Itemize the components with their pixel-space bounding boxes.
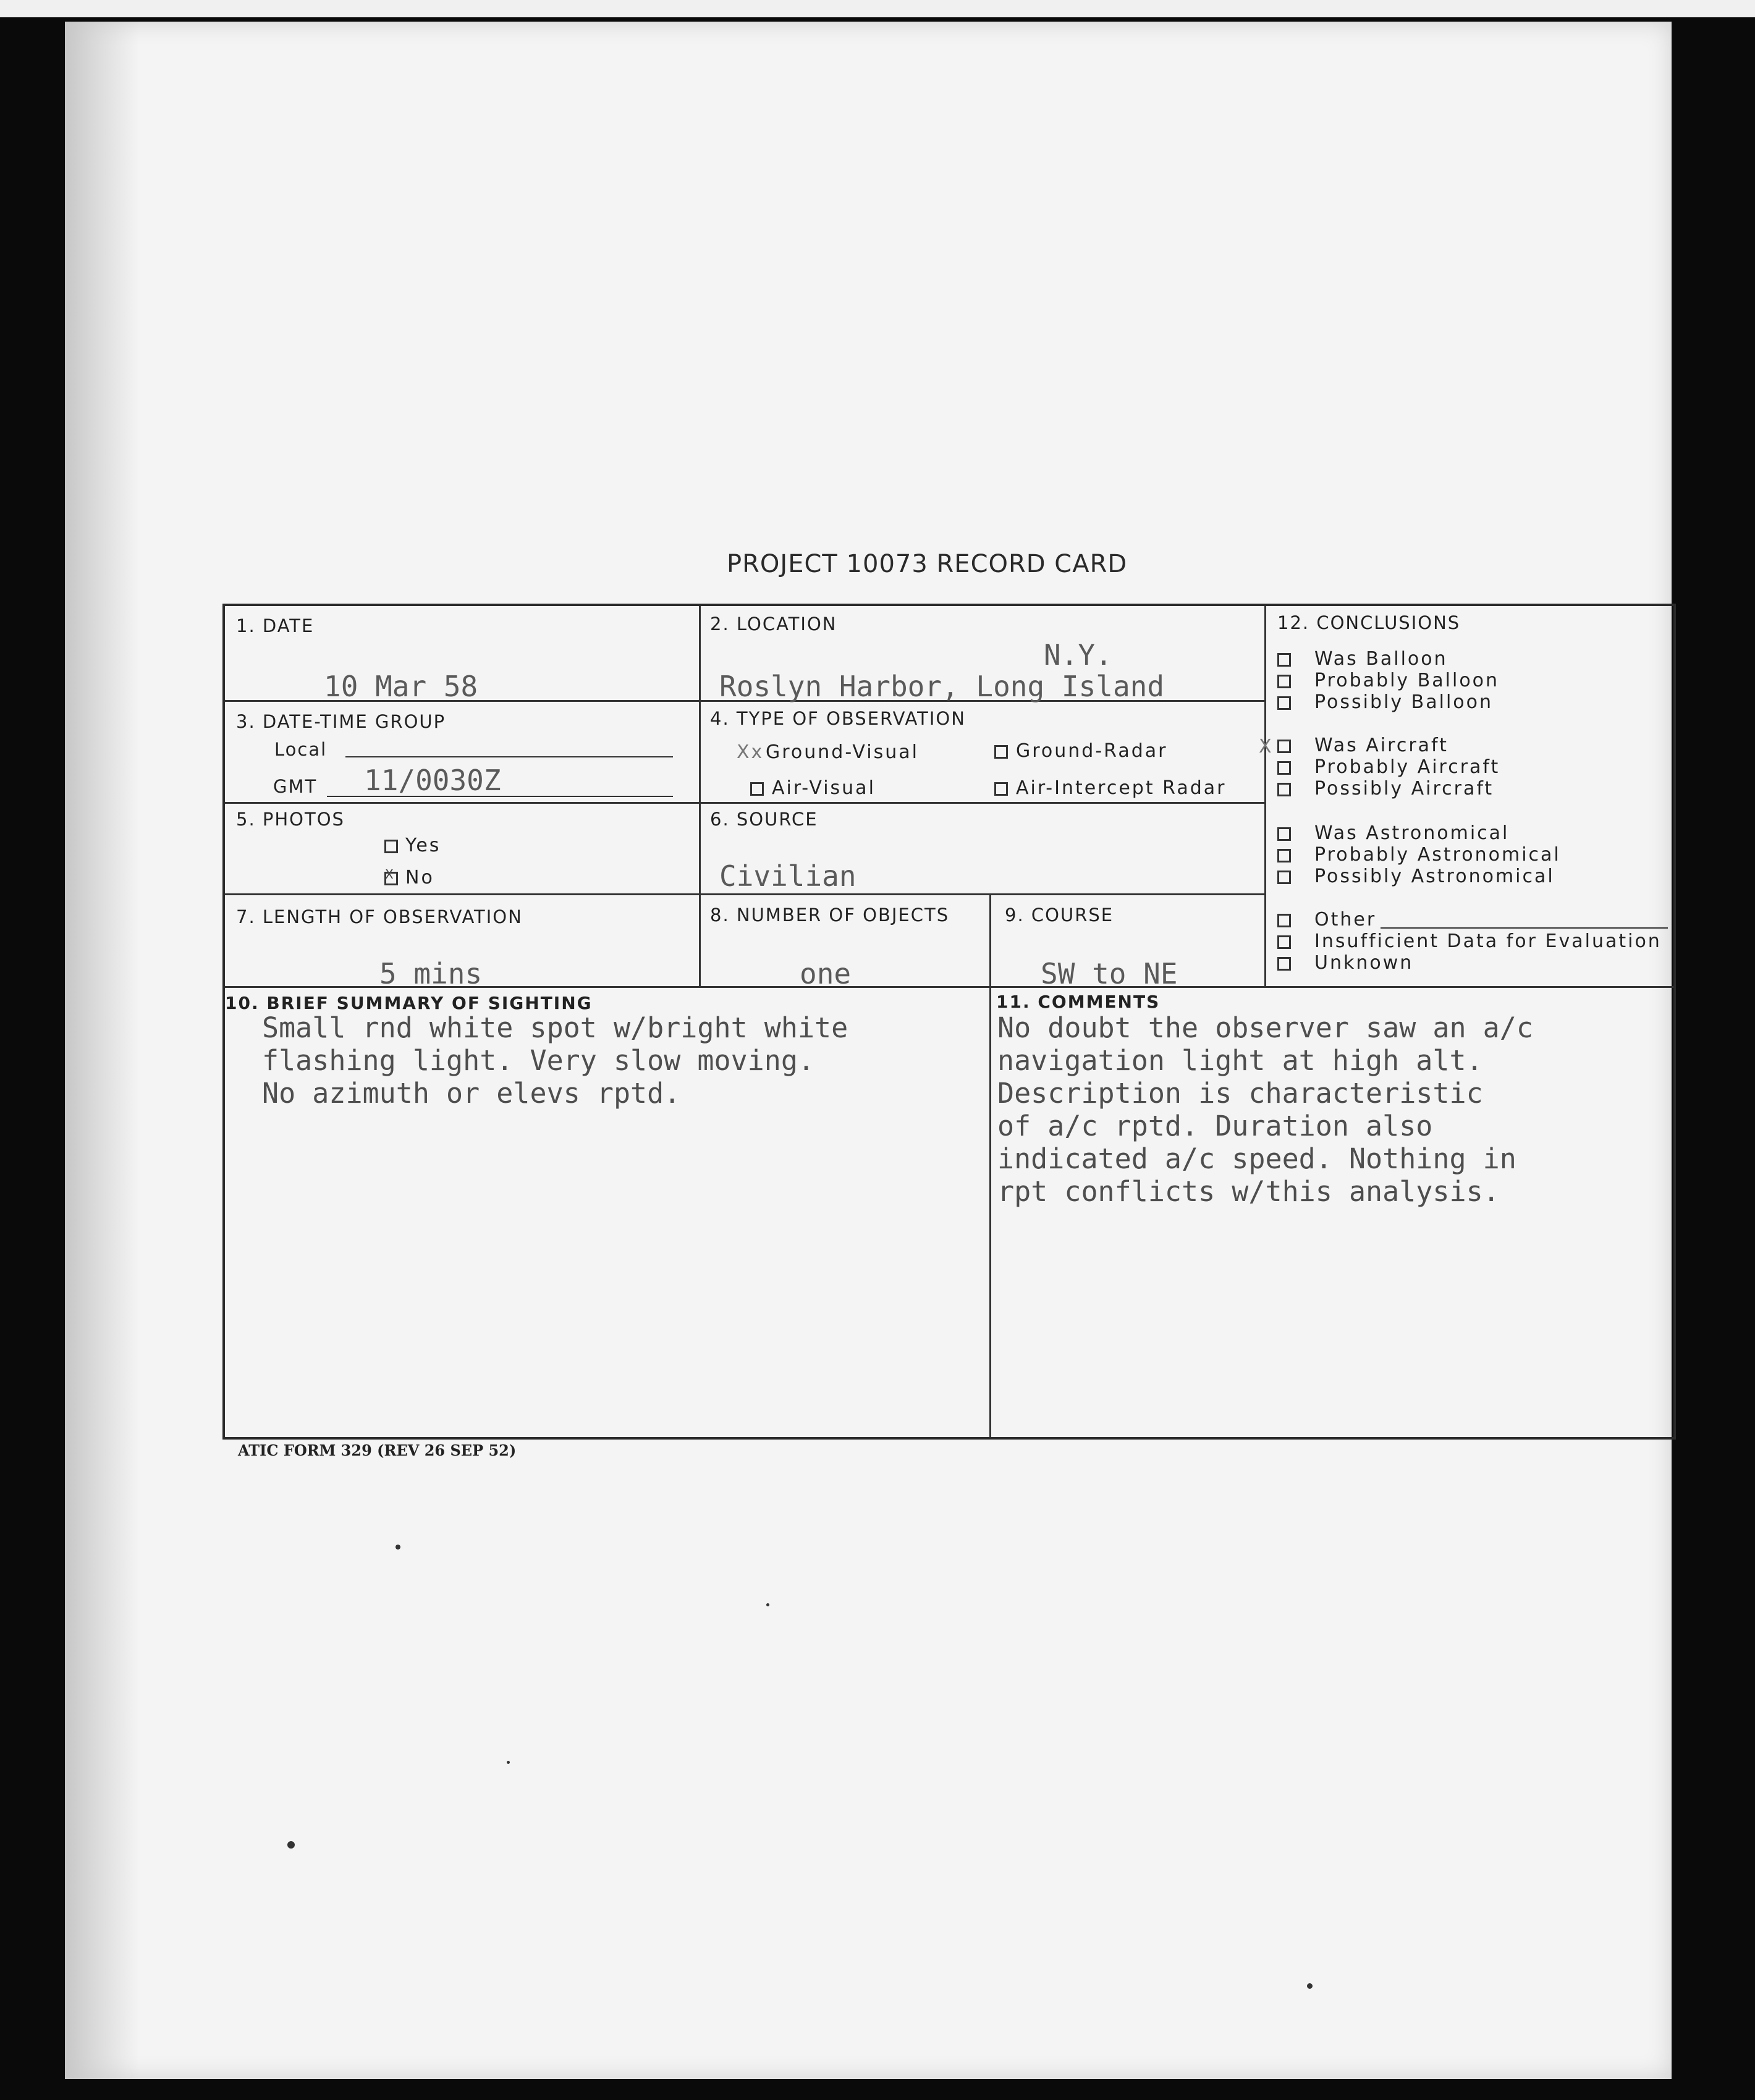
number-objects-value: one <box>800 957 852 990</box>
conclusion-option: Probably Astronomical <box>1314 844 1561 866</box>
location-state: N.Y. <box>1044 638 1112 672</box>
number-objects-label: 8. NUMBER OF OBJECTS <box>710 905 950 926</box>
date-value: 10 Mar 58 <box>324 670 478 703</box>
air-intercept-checkbox <box>994 782 1008 796</box>
conclusion-checkbox <box>1277 675 1291 688</box>
source-cell <box>701 804 1266 895</box>
summary-cell <box>225 988 991 1437</box>
course-value: SW to NE <box>1041 957 1178 990</box>
conclusion-checkbox <box>1277 761 1291 775</box>
photos-cell <box>225 804 701 895</box>
card-title: PROJECT 10073 RECORD CARD <box>727 550 1128 578</box>
conclusion-checkbox <box>1277 935 1291 949</box>
conclusion-checkbox <box>1277 914 1291 927</box>
air-visual-option: Air-Visual <box>772 777 876 799</box>
dust-speck <box>1307 1983 1313 1989</box>
was-aircraft-mark: X <box>1259 736 1274 757</box>
photos-yes-checkbox <box>384 840 398 853</box>
comments-cell <box>991 988 1673 1437</box>
length-value: 5 mins <box>379 957 483 990</box>
other-line <box>1381 927 1668 929</box>
conclusions-label: 12. CONCLUSIONS <box>1277 612 1461 633</box>
number-objects-cell <box>701 895 991 988</box>
form-number: ATIC FORM 329 (REV 26 SEP 52) <box>238 1441 517 1459</box>
dtg-gmt-line <box>327 796 673 797</box>
conclusion-checkbox <box>1277 696 1291 710</box>
date-time-group-cell <box>225 702 701 804</box>
observation-type-cell <box>701 702 1266 804</box>
air-intercept-option: Air-Intercept Radar <box>1016 777 1227 799</box>
conclusion-option: Possibly Balloon <box>1314 691 1493 713</box>
source-label: 6. SOURCE <box>710 809 818 830</box>
dust-speck <box>287 1841 295 1849</box>
comments-line: navigation light at high alt. <box>997 1044 1483 1077</box>
length-label: 7. LENGTH OF OBSERVATION <box>236 906 523 927</box>
record-card <box>222 604 1676 1440</box>
photos-no-option: No <box>405 867 434 888</box>
conclusion-option: Other <box>1314 909 1377 930</box>
comments-label: 11. COMMENTS <box>996 992 1161 1012</box>
dtg-gmt-label: GMT <box>273 776 318 797</box>
conclusion-checkbox <box>1277 653 1291 667</box>
conclusion-checkbox <box>1277 957 1291 971</box>
conclusion-checkbox <box>1277 849 1291 862</box>
obs-type-label: 4. TYPE OF OBSERVATION <box>710 708 966 729</box>
summary-line: Small rnd white spot w/bright white <box>262 1011 848 1044</box>
conclusion-checkbox <box>1277 871 1291 884</box>
conclusion-option: Was Balloon <box>1314 648 1448 670</box>
ground-radar-option: Ground-Radar <box>1016 740 1168 762</box>
conclusion-checkbox <box>1277 740 1291 753</box>
conclusions-cell <box>1259 606 1673 988</box>
source-value: Civilian <box>719 859 856 893</box>
date-label: 1. DATE <box>236 615 315 636</box>
location-place: Roslyn Harbor, Long Island <box>719 670 1165 703</box>
comments-text <box>997 1011 1533 1208</box>
location-label: 2. LOCATION <box>710 614 837 635</box>
conclusion-option: Probably Aircraft <box>1314 756 1500 778</box>
dtg-gmt-value: 11/0030Z <box>364 764 501 797</box>
summary-label: 10. BRIEF SUMMARY OF SIGHTING <box>225 993 593 1013</box>
dtg-local-label: Local <box>274 739 328 760</box>
photos-yes-option: Yes <box>405 835 441 856</box>
paper-shadow <box>65 22 139 2079</box>
dust-speck <box>395 1545 400 1550</box>
dtg-local-line <box>345 756 673 757</box>
location-cell <box>701 606 1266 702</box>
photos-label: 5. PHOTOS <box>236 809 345 830</box>
ground-visual-mark: Xx <box>737 741 764 763</box>
film-edge <box>0 0 1755 17</box>
conclusion-option: Was Aircraft <box>1314 735 1448 756</box>
conclusion-option: Unknown <box>1314 952 1414 974</box>
comments-line: indicated a/c speed. Nothing in <box>997 1142 1516 1175</box>
date-cell <box>225 606 701 702</box>
length-cell <box>225 895 701 988</box>
course-cell <box>991 895 1266 988</box>
conclusion-checkbox <box>1277 827 1291 841</box>
comments-line: Description is characteristic <box>997 1077 1483 1110</box>
comments-line: No doubt the observer saw an a/c <box>997 1011 1533 1044</box>
conclusion-option: Possibly Astronomical <box>1314 866 1555 887</box>
conclusion-option: Probably Balloon <box>1314 670 1500 691</box>
dust-speck <box>507 1761 510 1764</box>
course-label: 9. COURSE <box>1005 905 1114 926</box>
summary-line: flashing light. Very slow moving. <box>262 1044 815 1077</box>
conclusion-option: Possibly Aircraft <box>1314 778 1494 799</box>
dtg-label: 3. DATE-TIME GROUP <box>236 711 446 732</box>
dust-speck <box>766 1603 769 1606</box>
summary-line: No azimuth or elevs rptd. <box>262 1077 681 1110</box>
photos-no-mark: X <box>385 867 395 882</box>
ground-radar-checkbox <box>994 745 1008 759</box>
air-visual-checkbox <box>750 782 764 796</box>
ground-visual-option: Ground-Visual <box>766 741 919 763</box>
comments-line: of a/c rptd. Duration also <box>997 1110 1433 1142</box>
conclusion-checkbox <box>1277 783 1291 796</box>
conclusion-option: Insufficient Data for Evaluation <box>1314 930 1662 952</box>
comments-line: rpt conflicts w/this analysis. <box>997 1175 1500 1208</box>
summary-text <box>262 1011 848 1110</box>
conclusion-option: Was Astronomical <box>1314 822 1510 844</box>
